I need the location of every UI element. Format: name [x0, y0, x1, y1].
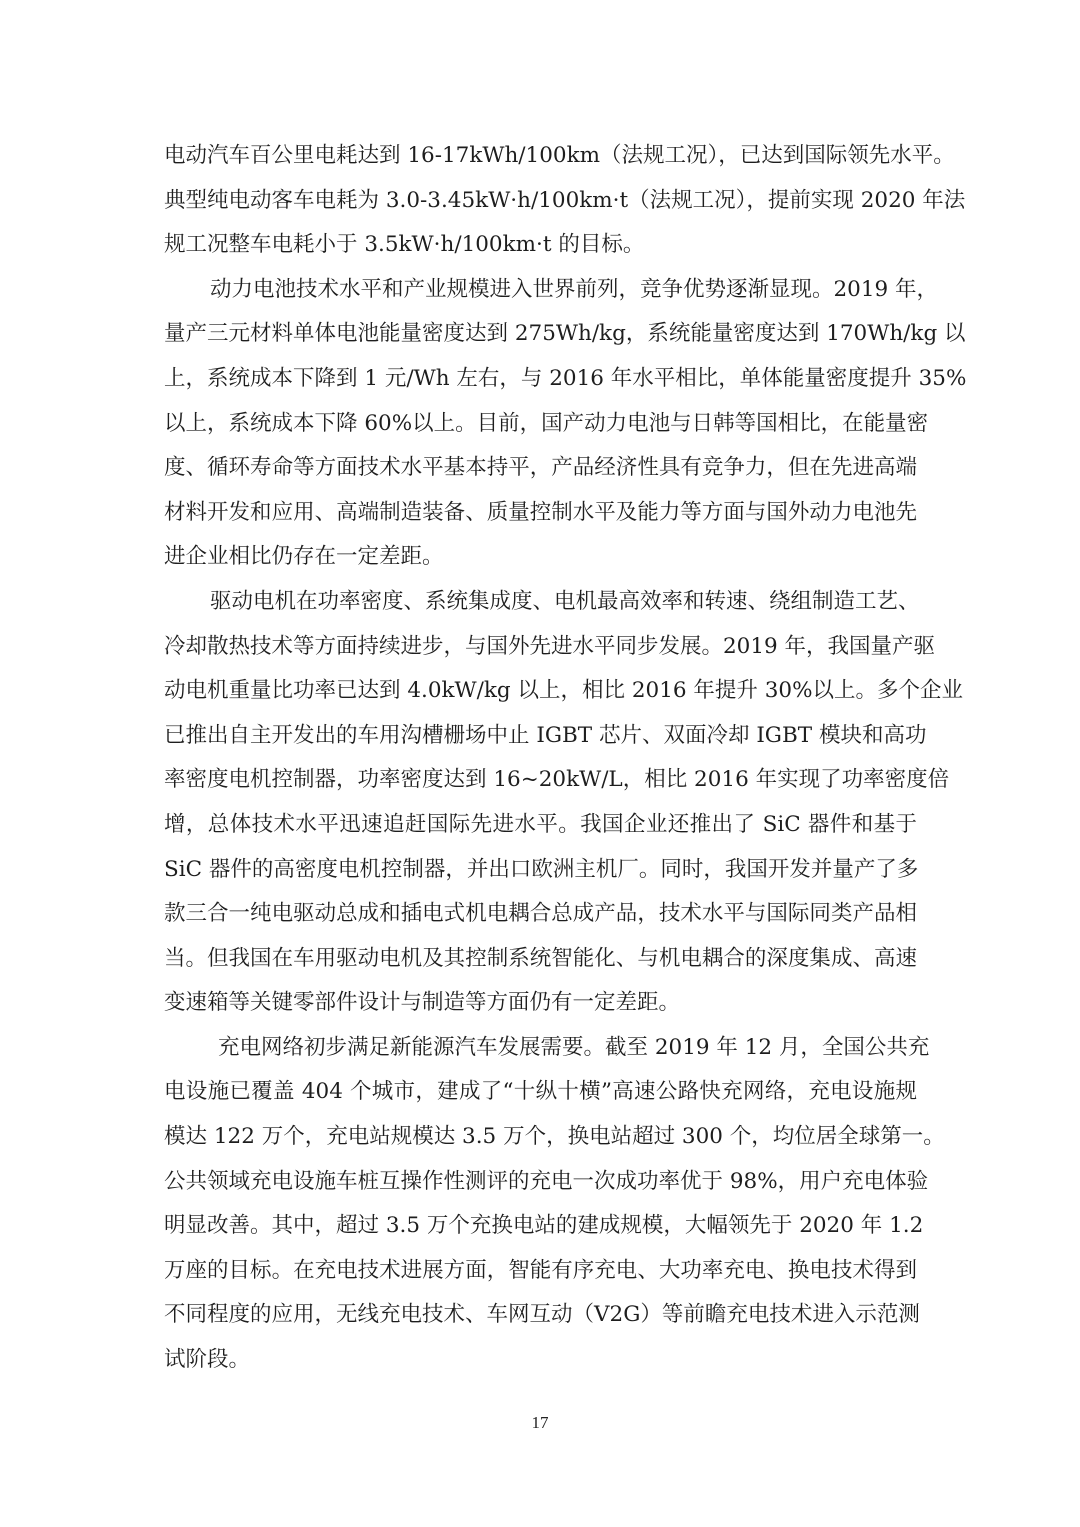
- text-line: 动电机重量比功率已达到 4.0kW/kg 以上，相比 2016 年提升 30%以上。多个企业: [164, 678, 964, 704]
- text-line: 已推出自主开发出的车用沟槽栅场中止 IGBT 芯片、双面冷却 IGBT 模块和高功: [164, 722, 927, 748]
- text-line: 当。但我国在车用驱动电机及其控制系统智能化、与机电耦合的深度集成、高速: [164, 945, 917, 971]
- text-line: 率密度电机控制器，功率密度达到 16~20kW/L，相比 2016 年实现了功率密度倍: [164, 767, 950, 793]
- text-line: 公共领域充电设施车桩互操作性测评的充电一次成功率优于 98%，用户充电体验: [164, 1168, 929, 1194]
- text-line: 度、循环寿命等方面技术水平基本持平，产品经济性具有竞争力，但在先进高端: [164, 455, 917, 481]
- text-line: 典型纯电动客车电耗为 3.0-3.45kW·h/100km·t（法规工况），提前实现 2020 年法: [164, 187, 966, 213]
- text-line: 不同程度的应用，无线充电技术、车网互动（V2G）等前瞻充电技术进入示范测: [164, 1302, 920, 1328]
- text-line: 变速箱等关键零部件设计与制造等方面仍有一定差距。: [164, 990, 681, 1016]
- text-line: 材料开发和应用、高端制造装备、质量控制水平及能力等方面与国外动力电池先: [164, 499, 917, 525]
- text-line: 冷却散热技术等方面持续进步，与国外先进水平同步发展。2019 年，我国量产驱: [164, 633, 936, 659]
- paragraph-charging-network: [164, 1026, 945, 1383]
- text-line: 电动汽车百公里电耗达到 16-17kWh/100km（法规工况），已达到国际领先水平。: [164, 143, 955, 168]
- text-line: SiC 器件的高密度电机控制器，并出口欧洲主机厂。同时，我国开发并量产了多: [164, 856, 919, 882]
- page-number: 17: [531, 1413, 549, 1432]
- text-line: 电设施已覆盖 404 个城市，建成了“十纵十横”高速公路快充网络，充电设施规: [164, 1079, 917, 1105]
- text-line: 款三合一纯电驱动总成和插电式机电耦合总成产品，技术水平与国际同类产品相: [164, 901, 917, 927]
- text-line: 明显改善。其中，超过 3.5 万个充换电站的建成规模，大幅领先于 2020 年 1.2: [164, 1213, 924, 1239]
- text-line: 充电网络初步满足新能源汽车发展需要。截至 2019 年 12 月，全国公共充: [218, 1034, 930, 1060]
- paragraph-power-battery: [164, 268, 967, 580]
- text-line: 增，总体技术水平迅速追赶国际先进水平。我国企业还推出了 SiC 器件和基于: [164, 811, 917, 837]
- text-line: 上，系统成本下降到 1 元/Wh 左右，与 2016 年水平相比，单体能量密度提升 35%: [164, 365, 967, 391]
- text-line: 试阶段。: [164, 1347, 251, 1373]
- text-line: 驱动电机在功率密度、系统集成度、电机最高效率和转速、绕组制造工艺、: [210, 588, 920, 614]
- text-line: 动力电池技术水平和产业规模进入世界前列，竞争优势逐渐显现。2019 年，: [210, 276, 939, 302]
- text-line: 万座的目标。在充电技术进展方面，智能有序充电、大功率充电、换电技术得到: [164, 1257, 917, 1283]
- paragraph-vehicle-energy-consumption: [164, 134, 966, 268]
- text-line: 模达 122 万个，充电站规模达 3.5 万个，换电站超过 300 个，均位居全球第一。: [164, 1124, 945, 1150]
- text-line: 量产三元材料单体电池能量密度达到 275Wh/kg，系统能量密度达到 170Wh/kg 以: [164, 321, 966, 347]
- body-text: [164, 134, 967, 1383]
- text-line: 以上，系统成本下降 60%以上。目前，国产动力电池与日韩等国相比，在能量密: [164, 410, 929, 436]
- text-line: 规工况整车电耗小于 3.5kW·h/100km·t 的目标。: [164, 232, 645, 258]
- paragraph-drive-motor: [164, 580, 964, 1026]
- text-line: 进企业相比仍存在一定差距。: [164, 544, 444, 570]
